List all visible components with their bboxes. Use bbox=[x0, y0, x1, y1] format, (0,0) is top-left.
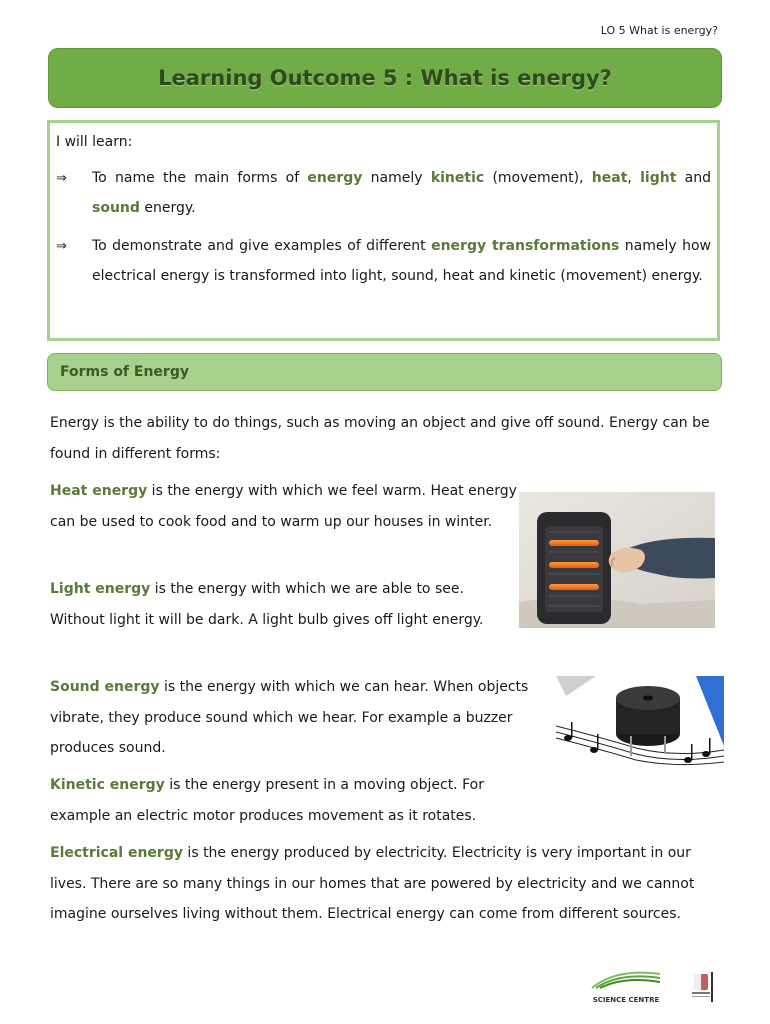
arrow-icon: ⇒ bbox=[56, 171, 67, 186]
keyword: sound bbox=[92, 200, 140, 216]
sound-energy-text: is the energy with which we can hear. When objects vibrate, they produce sound which we hear. For example a buzzer produces sound. bbox=[50, 679, 529, 756]
objective-text-part: To name the main forms of bbox=[92, 170, 308, 186]
objective-text-part: namely how electrical energy is transformed into light, sound, heat and kinetic (movement) energy. bbox=[92, 238, 711, 284]
heat-energy-text: is the energy with which we feel warm. Heat energy can be used to cook food and to warm up our houses in winter. bbox=[50, 483, 517, 530]
logo-text: SCIENCE CENTRE bbox=[592, 996, 660, 1004]
objective-text-2 bbox=[92, 231, 711, 291]
learn-intro: I will learn: bbox=[56, 134, 133, 150]
kinetic-energy-paragraph bbox=[50, 770, 530, 831]
section-header bbox=[47, 353, 722, 391]
keyword: energy transformations bbox=[431, 238, 620, 254]
title-banner bbox=[48, 48, 722, 108]
keyword: heat bbox=[591, 170, 628, 186]
heat-energy-term: Heat energy bbox=[50, 483, 148, 499]
sound-energy-paragraph bbox=[50, 672, 554, 764]
heater-photo bbox=[519, 492, 715, 628]
crest-logo bbox=[690, 972, 714, 1002]
electrical-energy-paragraph bbox=[50, 838, 718, 930]
heat-energy-paragraph bbox=[50, 476, 520, 537]
light-energy-text: is the energy with which we are able to see. Without light it will be dark. A light bulb gives off light energy. bbox=[50, 581, 484, 628]
light-energy-paragraph bbox=[50, 574, 498, 635]
keyword: energy bbox=[307, 170, 363, 186]
intro-paragraph: Energy is the ability to do things, such as moving an object and give off sound. Energy can be found in different forms: bbox=[50, 415, 710, 462]
learning-objectives-box bbox=[47, 120, 720, 341]
objective-text-part: To demonstrate and give examples of different bbox=[92, 238, 432, 254]
objective-text-part: namely bbox=[362, 170, 431, 186]
kinetic-energy-text: is the energy present in a moving object. For example an electric motor produces movement as it rotates. bbox=[50, 777, 484, 824]
arrow-icon: ⇒ bbox=[56, 239, 67, 254]
objective-bullet-1 bbox=[56, 163, 711, 223]
header-reference: LO 5 What is energy? bbox=[600, 24, 718, 37]
objective-text-part: , bbox=[627, 170, 641, 186]
heater-illustration bbox=[519, 492, 715, 628]
objective-text-part: and bbox=[676, 170, 712, 186]
crest-icon bbox=[690, 972, 714, 1002]
section-title: Forms of Energy bbox=[60, 364, 189, 380]
science-centre-emblem bbox=[586, 966, 666, 992]
light-energy-term: Light energy bbox=[50, 581, 151, 597]
objective-bullet-2 bbox=[56, 231, 711, 291]
buzzer-photo bbox=[556, 676, 724, 768]
sound-energy-term: Sound energy bbox=[50, 679, 160, 695]
buzzer-illustration bbox=[556, 676, 724, 768]
keyword: kinetic bbox=[430, 170, 485, 186]
kinetic-energy-term: Kinetic energy bbox=[50, 777, 165, 793]
keyword: light bbox=[640, 170, 677, 186]
page-title: Learning Outcome 5 : What is energy? bbox=[158, 66, 612, 90]
electrical-energy-text: is the energy produced by electricity. Electricity is very important in our lives. There are so many things in our homes that are powered by electricity and we cannot imagine ourselves living without them. Electrical energy can come from different sources. bbox=[50, 845, 695, 922]
objective-text-1 bbox=[92, 163, 711, 223]
objective-text-part: (movement), bbox=[484, 170, 592, 186]
electrical-energy-term: Electrical energy bbox=[50, 845, 183, 861]
science-centre-logo bbox=[586, 966, 666, 1004]
objective-text-part: energy. bbox=[139, 200, 196, 216]
